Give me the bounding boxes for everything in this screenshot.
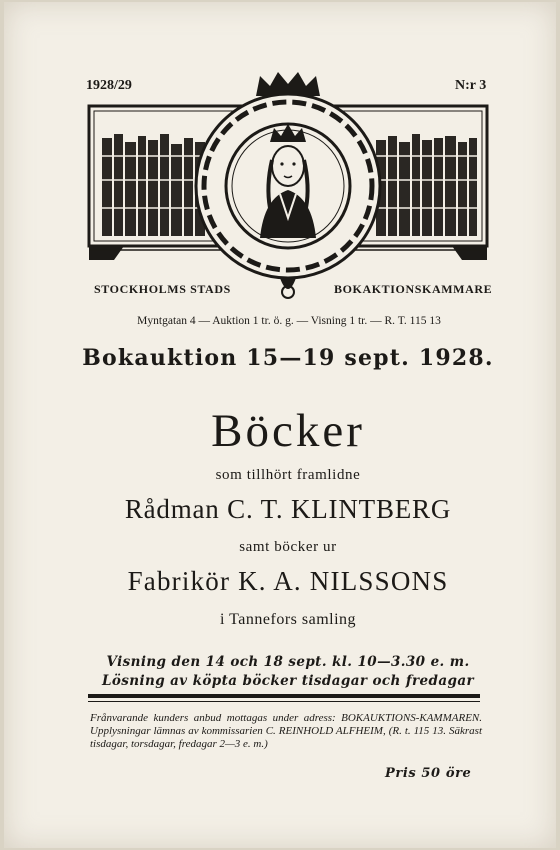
subtitle-line-1: som tillhört framlidne [215,467,361,483]
owner-name-1: Rådman C. T. KLINTBERG [124,494,452,524]
year-label: 1928/29 [86,78,132,93]
pickup-info: Lösning av köpta böcker tisdagar och fredagar [101,673,475,689]
bidding-notice: Frånvarande kunders anbud mottagas under adress: BOKAUKTIONS-KAMMAREN. Upplysningar lämnas av kommissarien C. REINHOLD ALFHEIM, (R. t. 115 13. Säkrast tisdagar, torsdagar, fredagar 2—3 e. m.) [90,712,482,750]
org-name-left: STOCKHOLMS STADS [94,282,231,296]
org-name-right: BOKAKTIONSKAMMARE [334,282,493,296]
price-label: Pris 50 öre [385,766,472,781]
owner-name-2: Fabrikör K. A. NILSSONS [127,566,449,596]
subtitle-line-3: i Tannefors samling [219,611,357,628]
subtitle-line-2: samt böcker ur [239,539,337,555]
auction-title: Bokauktion 15—19 sept. 1928. [82,345,494,371]
city-emblem-icon [84,68,492,308]
issue-number: N:r 3 [455,78,487,93]
address-line: Myntgatan 4 — Auktion 1 tr. ö. g. — Visning 1 tr. — R. T. 115 13 [137,315,441,327]
viewing-info: Visning den 14 och 18 sept. kl. 10—3.30 e. m. [106,654,470,670]
divider-thin [88,701,480,702]
main-title: Böcker [211,405,365,457]
catalog-page [4,2,556,848]
divider-thick [88,694,480,698]
